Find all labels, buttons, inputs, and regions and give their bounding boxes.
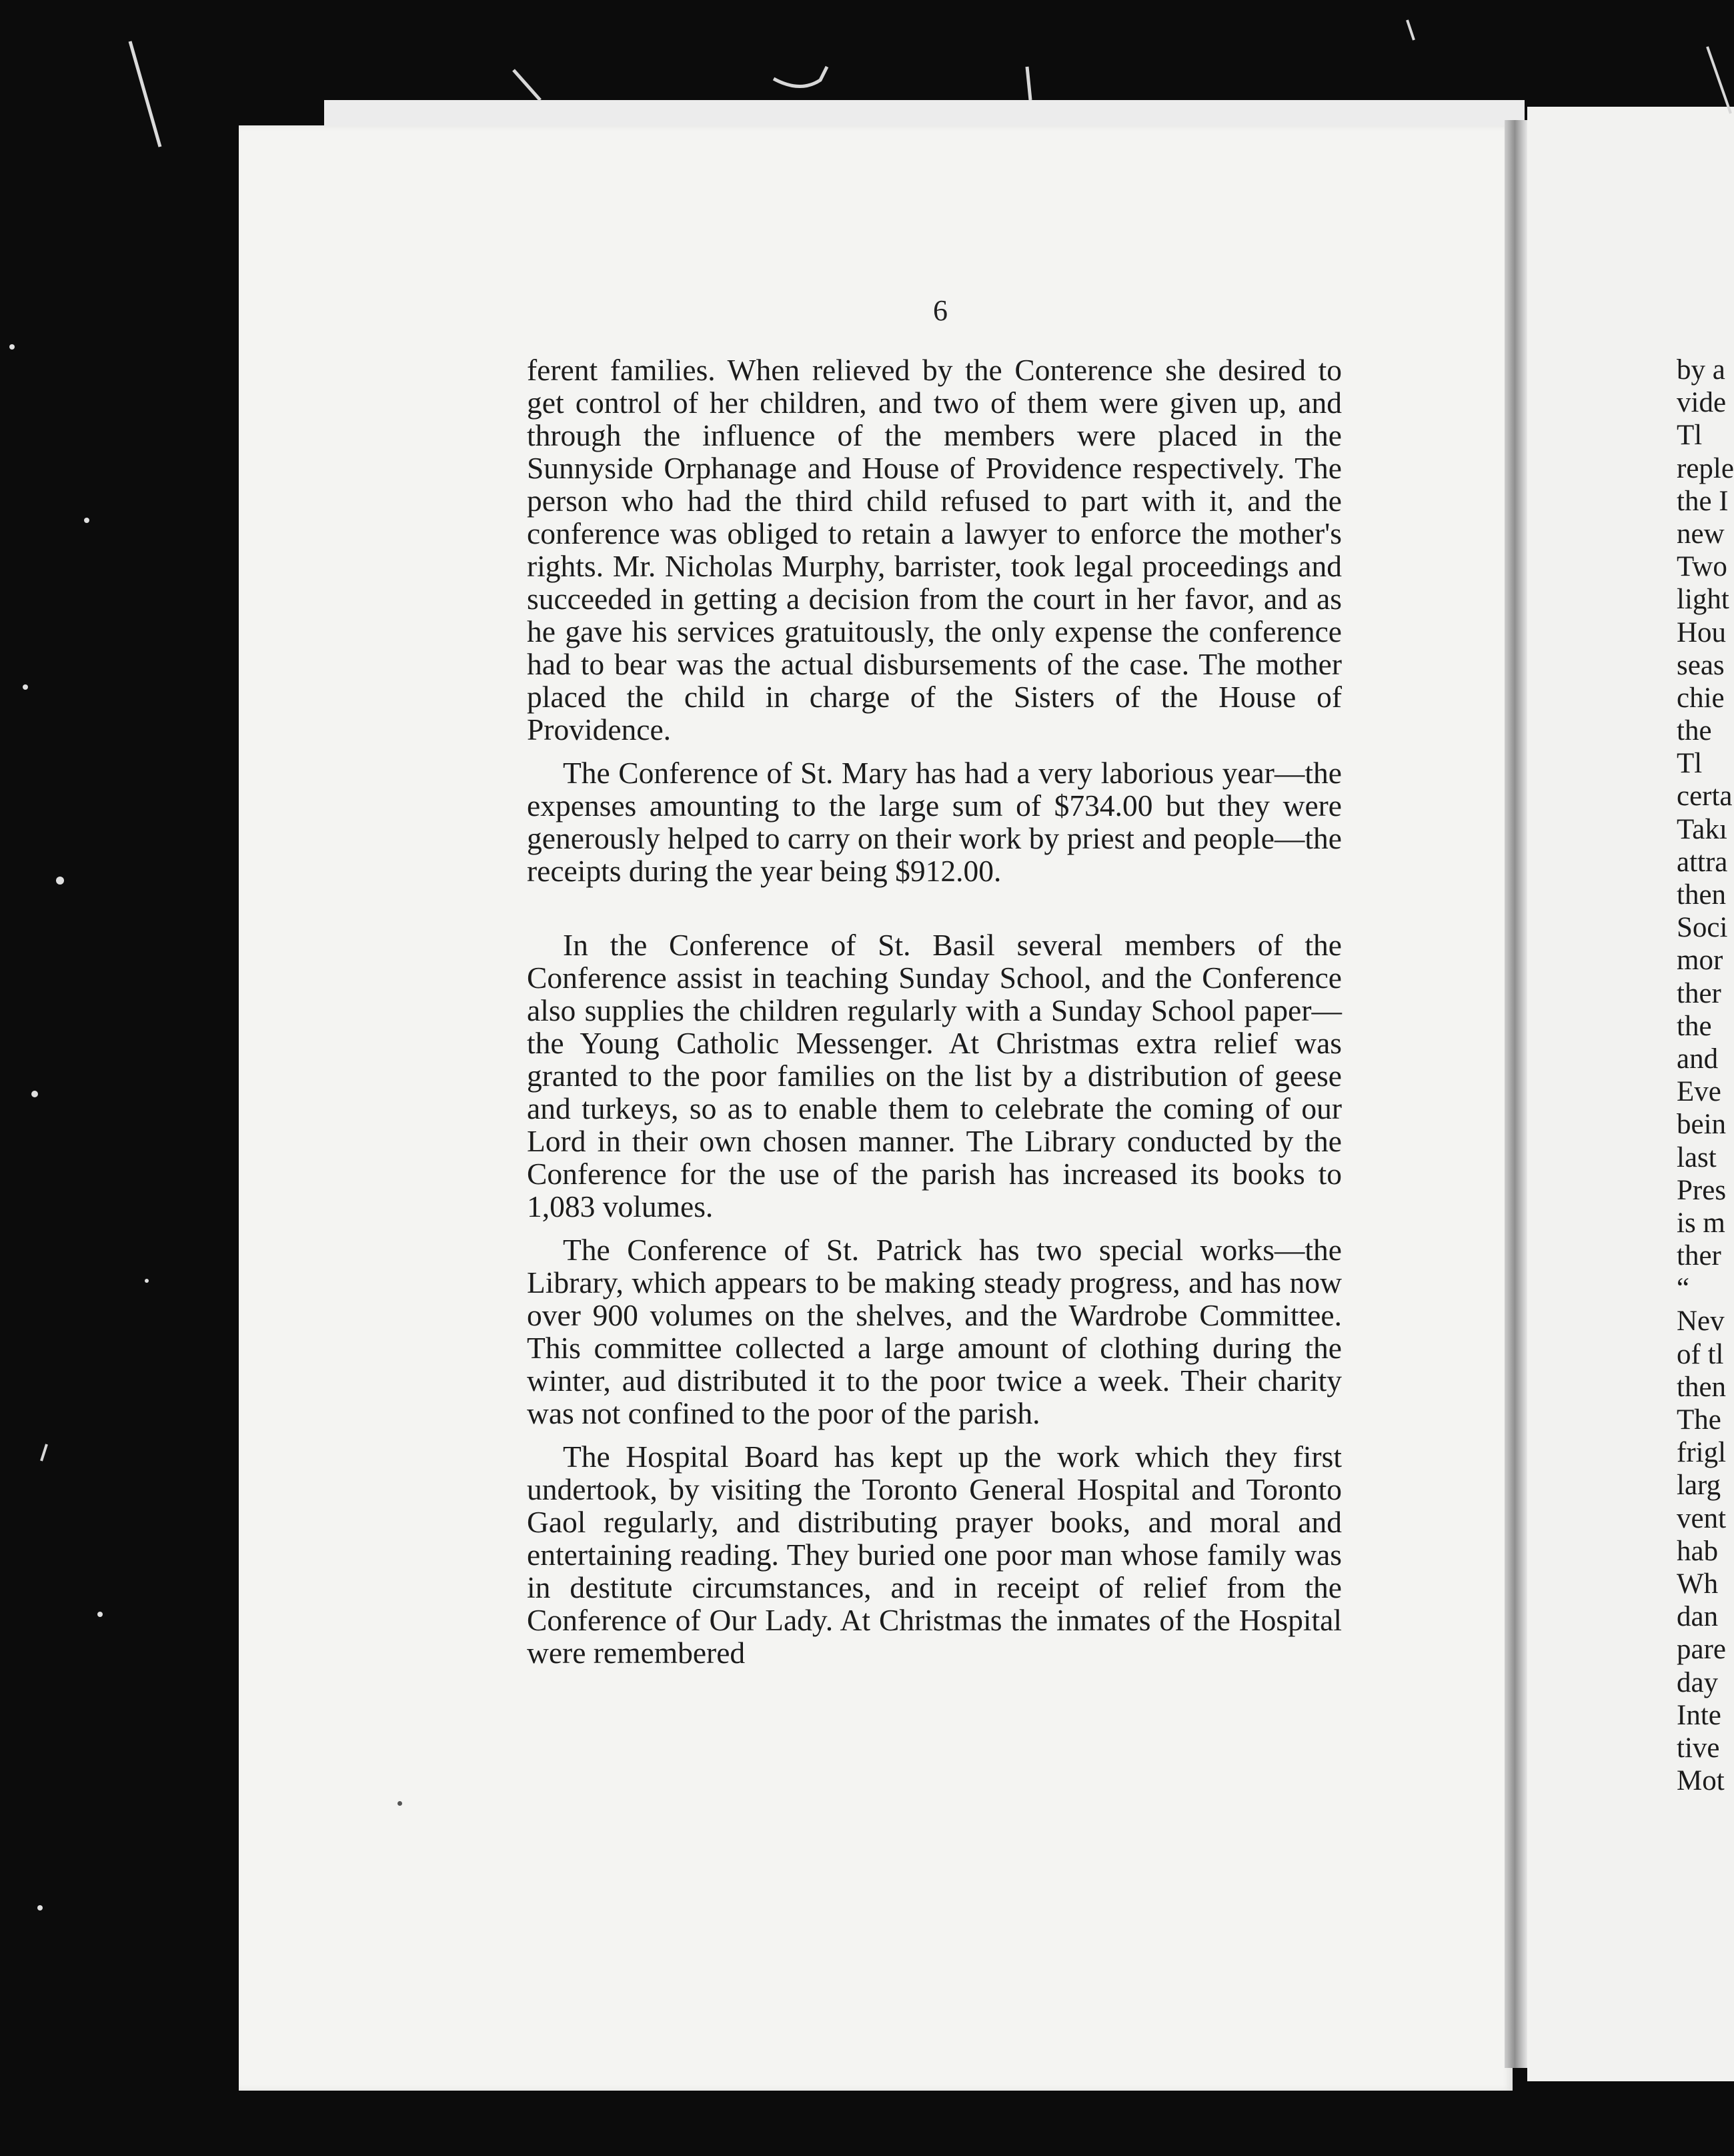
dust-speck	[23, 684, 28, 690]
facing-line: the I	[1677, 485, 1729, 517]
paragraph-1: ferent families. When relieved by the Conterence she desired to get control of her children, and two of them were given up, and through the influence of the members were placed in the Sunnyside Orphanage and House of Providence respectively. The person who had the third child refused to part with it, and the conference was obliged to retain a lawyer to enforce the mother's rights. Mr. Nicholas Murphy, barrister, took legal proceedings and succeeded in getting a decision from the court in her favor, and as he gave his services gratuitously, the only expense the conference had to bear was the actual disbursements of the case. The mother placed the child in charge of the Sisters of the House of Providence.	[527, 353, 1342, 746]
facing-line: the	[1677, 1010, 1712, 1042]
paragraph-4: The Conference of St. Patrick has two special works—the Library, which appears to be making steady progress, and has now over 900 volumes on the shelves, and the Wardrobe Committee. This committee collected a large amount of clothing during the winter, aud distributed it to the poor twice a week. Their charity was not confined to the poor of the parish.	[527, 1233, 1342, 1430]
dust-speck	[37, 1905, 43, 1911]
facing-line: seas	[1677, 649, 1725, 681]
facing-line: mor	[1677, 945, 1723, 977]
ink-speck	[397, 1801, 402, 1806]
page-text-column	[527, 354, 1342, 1680]
scratch-mark	[1407, 20, 1414, 40]
facing-line: vide	[1677, 387, 1727, 419]
scratch-mark	[514, 70, 540, 100]
facing-line: by a	[1677, 354, 1725, 386]
dust-speck	[145, 1279, 149, 1283]
facing-line: The	[1677, 1404, 1721, 1436]
facing-line: ther	[1677, 1240, 1721, 1272]
facing-line: Hou	[1677, 616, 1727, 648]
dust-speck	[31, 1091, 38, 1097]
dust-speck	[84, 518, 89, 523]
facing-line: Inte	[1677, 1699, 1721, 1731]
facing-line: pare	[1677, 1634, 1726, 1666]
facing-line: Tl	[1677, 748, 1703, 780]
facing-line: last	[1677, 1141, 1717, 1173]
facing-line: Two	[1677, 551, 1727, 583]
facing-line: certa	[1677, 780, 1733, 813]
facing-line: Takı	[1677, 813, 1727, 845]
facing-line: reple	[1677, 452, 1734, 484]
paragraph-5: The Hospital Board has kept up the work which they first undertook, by visiting the Toronto General Hospital and Toronto Gaol regularly, and distributing prayer books, and moral and entertaining reading. They buried one poor man whose family was in destitute circumstances, and in receipt of relief from the Conference of Our Lady. At Christmas the inmates of the Hospital were remembered	[527, 1440, 1342, 1670]
dust-speck	[9, 344, 15, 350]
paragraph-3: In the Conference of St. Basil several members of the Conference assist in teaching Sunday School, and the Conference also supplies the children regularly with a Sunday School paper—the Young Catholic Messenger. At Christmas extra relief was granted to the poor families on the list by a distribution of geese and turkeys, so as to enable them to celebrate the coming of our Lord in their own chosen manner. The Library conducted by the Conference for the use of the parish has increased its books to 1,083 volumes.	[527, 928, 1342, 1223]
scratch-mark	[1027, 67, 1030, 100]
facing-line: hab	[1677, 1535, 1719, 1567]
facing-line: “	[1677, 1273, 1690, 1305]
facing-line: ther	[1677, 977, 1721, 1009]
book-gutter	[1505, 120, 1527, 2068]
facing-line: chie	[1677, 682, 1725, 714]
dust-speck	[97, 1612, 103, 1617]
facing-line: Tl	[1677, 420, 1703, 452]
scratch-mark	[774, 67, 827, 87]
facing-line: and	[1677, 1043, 1719, 1075]
facing-line: frigl	[1677, 1437, 1727, 1469]
facing-line: Soci	[1677, 912, 1728, 944]
paragraph-2: The Conference of St. Mary has had a very laborious year—the expenses amounting to the large sum of $734.00 but they were generously helped to carry on their work by priest and people—the receipts during the year being $912.00.	[527, 756, 1342, 888]
facing-line: dan	[1677, 1601, 1719, 1633]
facing-line: attra	[1677, 846, 1728, 878]
facing-line: is m	[1677, 1207, 1725, 1239]
facing-line: tive	[1677, 1732, 1720, 1764]
facing-line: then	[1677, 879, 1727, 911]
facing-line: vent	[1677, 1502, 1727, 1534]
dust-speck	[56, 877, 64, 885]
facing-line: larg	[1677, 1470, 1721, 1502]
facing-line: the	[1677, 715, 1712, 747]
scratch-mark	[1707, 47, 1731, 113]
facing-line: light	[1677, 584, 1729, 616]
page-number: 6	[933, 294, 948, 327]
facing-line: Wh	[1677, 1568, 1719, 1600]
facing-line: day	[1677, 1666, 1719, 1698]
scratch-mark	[130, 41, 160, 147]
facing-line: Nev	[1677, 1305, 1725, 1337]
facing-line: then	[1677, 1371, 1727, 1403]
facing-line: new	[1677, 518, 1725, 550]
facing-page-text-fragments	[1677, 354, 1734, 1797]
scratch-mark	[41, 1444, 47, 1461]
facing-line: Mot	[1677, 1765, 1725, 1797]
facing-line: Eve	[1677, 1076, 1721, 1108]
facing-line: of tl	[1677, 1338, 1724, 1370]
facing-line: bein	[1677, 1109, 1727, 1141]
facing-line: Pres	[1677, 1174, 1727, 1206]
